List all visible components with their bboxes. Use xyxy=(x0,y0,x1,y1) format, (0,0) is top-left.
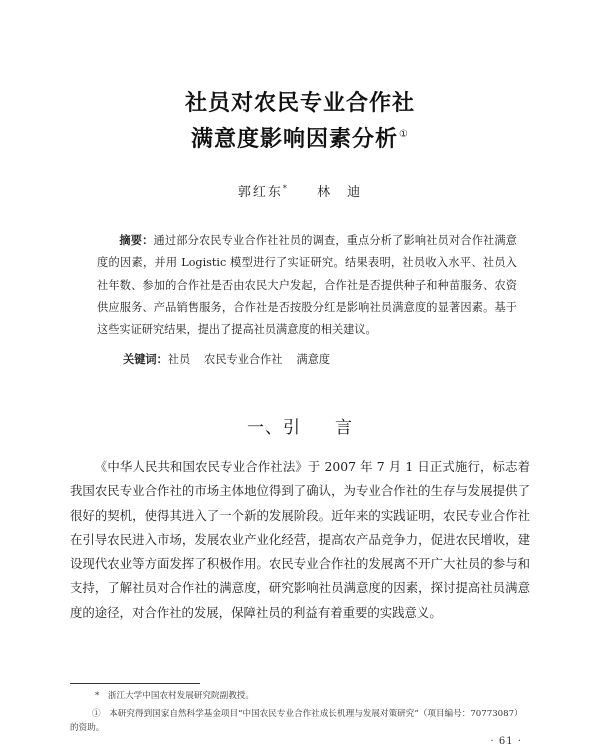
keyword-2: 农民专业合作社 xyxy=(204,353,283,366)
keyword-3: 满意度 xyxy=(296,353,331,366)
article-title-line2 xyxy=(0,122,600,153)
title-footnote-mark: ① xyxy=(399,129,409,140)
abstract-label: 摘要： xyxy=(119,234,154,247)
keyword-1: 社员 xyxy=(167,353,191,366)
footnote-author: * 浙江大学中国农村发展研究院副教授。 xyxy=(95,691,254,701)
keywords-label: 关键词： xyxy=(123,353,168,366)
section-heading-introduction xyxy=(0,413,600,438)
section-title-char2: 言 xyxy=(335,418,353,438)
body-paragraph: 《中华人民共和国农民专业合作社法》于 2007 年 7 月 1 日正式施行，标志着我国农民专业合作社的市场主体地位得到了确认，为专业合作社的生存与发展提供了很好的契机，使得其进入了一个新的发展阶段。近年来的实践证明，农民专业合作社在引导农民进入市场，发展农业产业化经营，提高农产品竞争力，促进农民增收，建设现代农业等方面发挥了积极作用。农民专业合作社的发展离不开广大社员的参与和支持，了解社员对合作社的满意度，研究影响社员满意度的因素，探讨提高社员满意度的途径，对合作社的发展，保障社员的利益有着重要的实践意义。 xyxy=(70,459,530,620)
author-1-mark: * xyxy=(282,184,287,193)
title-line2-text: 满意度影响因素分析 xyxy=(191,127,399,152)
section-number: 一、 xyxy=(247,418,283,438)
footnote-funding: ① 本研究得到国家自然科学基金项目“中国农民专业合作社成长机理与发展对策研究”（项目编号：70773087）的资助。 xyxy=(70,709,523,733)
footnote-divider xyxy=(70,683,200,684)
article-title-line1 xyxy=(0,86,600,117)
title-line1-text: 社员对农民专业合作社 xyxy=(184,91,415,116)
page-number: · 61 · xyxy=(490,736,522,747)
abstract-text: 通过部分农民专业合作社社员的调查，重点分析了影响社员对合作社满意度的因素，并用 Logistic 模型进行了实证研究。结果表明，社员收入水平、社员入社年数、参加的合作社是否由农民大户发起，合作社是否提供种子和种苗服务、农资供应服务、产品销售服务，合作社是否按股分红是影响社员满意度的显著因素。基于这些实证研究结果，提出了提高社员满意度的相关建议。 xyxy=(97,234,517,337)
abstract xyxy=(97,230,517,341)
author-line xyxy=(0,181,600,200)
keywords xyxy=(123,349,523,371)
author-1: 郭红东 xyxy=(237,185,283,200)
section-title-char1: 引 xyxy=(283,418,301,438)
author-2: 林 迪 xyxy=(317,185,363,200)
